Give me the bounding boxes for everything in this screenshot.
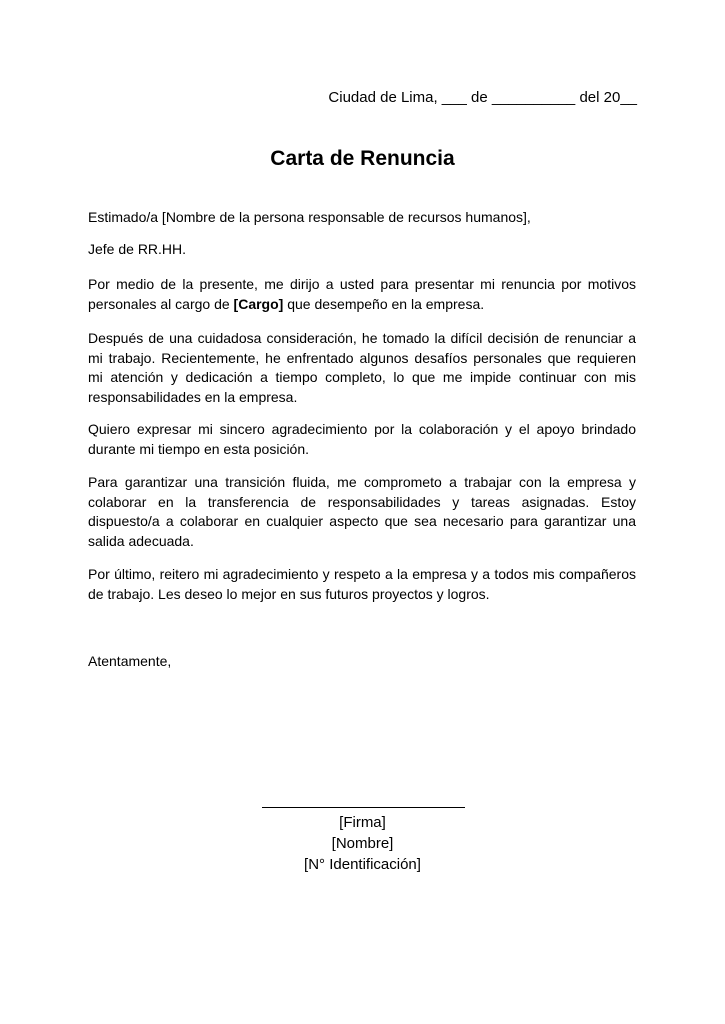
paragraph-5 <box>88 565 636 604</box>
paragraph-1-after: que desempeño en la empresa. <box>283 295 485 312</box>
recipient-role <box>88 240 636 260</box>
closing-text: Atentamente, <box>88 653 172 669</box>
paragraph-5-text: Por último, reitero mi agradecimiento y respeto a la empresa y a todos mis compañeros de trabajo. Les deseo lo mejor en sus futuros proyectos y logros. <box>88 566 636 602</box>
paragraph-4 <box>88 473 636 551</box>
paragraph-4-text: Para garantizar una transición fluida, me comprometo a trabajar con la empresa y colaborar en la transferencia de responsabilidades y tareas asignadas. Estoy dispuesto/a a colaborar en cualquier aspecto que sea necesario para garantizar una salida adecuada. <box>88 474 636 549</box>
paragraph-1-text <box>88 275 636 314</box>
paragraph-3-text: Quiero expresar mi sincero agradecimiento por la colaboración y el apoyo brindado durante mi tiempo en esta posición. <box>88 421 636 457</box>
cargo-placeholder: [Cargo] <box>233 295 284 312</box>
paragraph-1-before: Por medio de la presente, me dirijo a usted para presentar mi renuncia por motivos personales al cargo de <box>88 276 636 312</box>
salutation-text: Estimado/a [Nombre de la persona responsable de recursos humanos], <box>88 209 531 225</box>
salutation <box>88 208 636 228</box>
signature-firma: [Firma] <box>339 814 386 831</box>
signature-nombre: [Nombre] <box>331 835 394 852</box>
paragraph-3 <box>88 420 636 459</box>
closing <box>88 652 636 672</box>
signature-identificacion: [N° Identificación] <box>304 856 421 873</box>
signature-line <box>262 807 465 808</box>
date-line: Ciudad de Lima, ___ de __________ del 20__ <box>328 89 637 106</box>
paragraph-2 <box>88 329 636 407</box>
paragraph-1 <box>88 275 636 314</box>
recipient-role-text: Jefe de RR.HH. <box>88 241 187 257</box>
letter-title: Carta de Renuncia <box>270 147 455 170</box>
paragraph-2-text: Después de una cuidadosa consideración, he tomado la difícil decisión de renunciar a mi trabajo. Recientemente, he enfrentado algunos desafíos personales que requieren mi atención y dedicación a tiempo completo, lo que me impide continuar con mis responsabilidades en la empresa. <box>88 330 636 405</box>
